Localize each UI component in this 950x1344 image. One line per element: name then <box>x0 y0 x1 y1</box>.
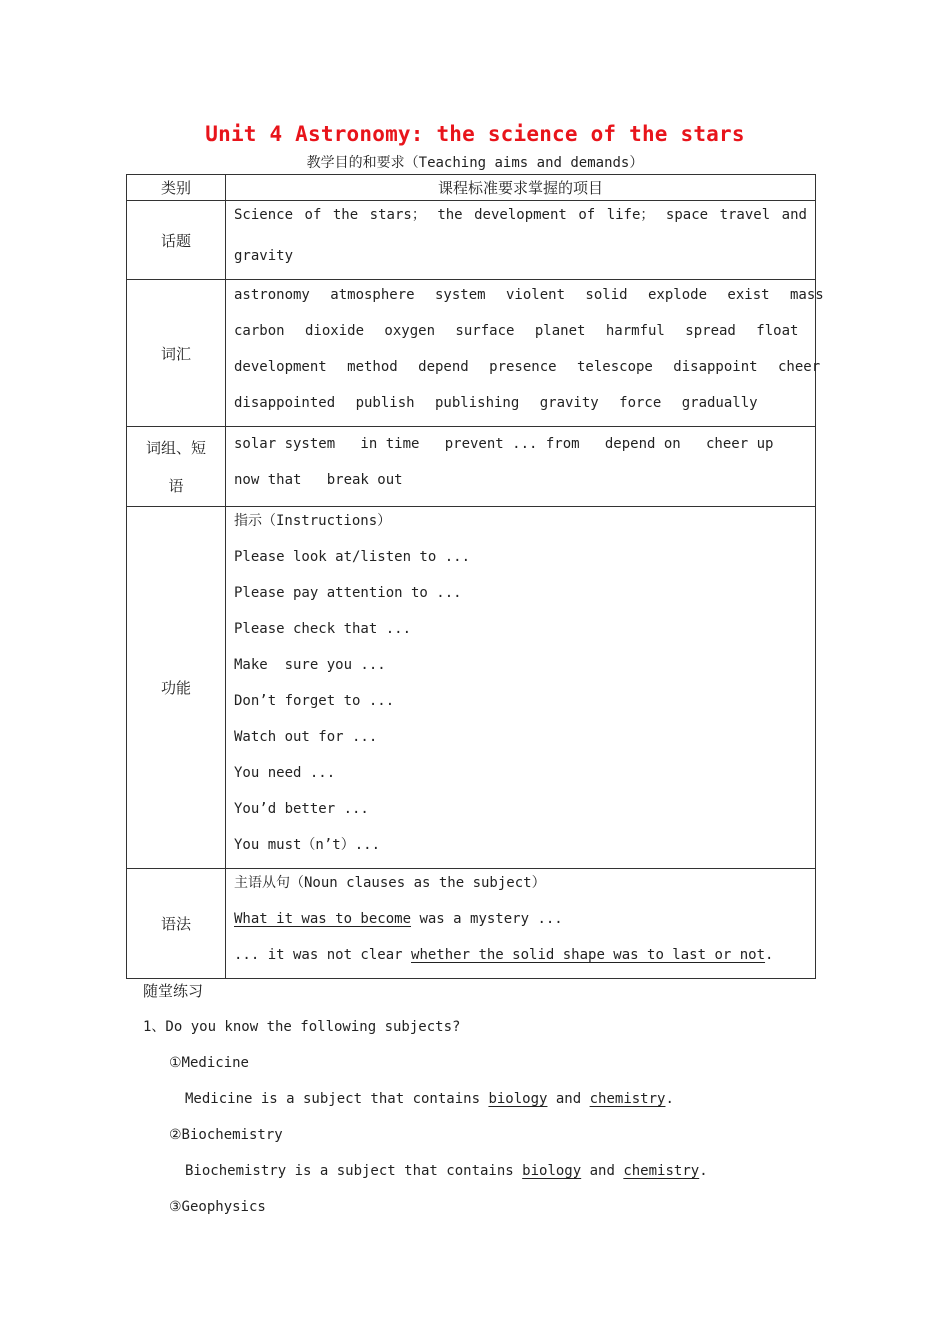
topic-line-1 <box>234 201 807 242</box>
function-line: Please look at/listen to ... <box>234 549 471 565</box>
topic-word: space <box>665 207 709 223</box>
practice-section <box>143 978 708 1230</box>
sentence-text: Biochemistry is a subject that contains <box>185 1163 523 1179</box>
cell-grammar <box>226 869 816 979</box>
grammar-line-3 <box>234 942 807 978</box>
cell-phrases <box>226 427 816 507</box>
function-line: Please check that ... <box>234 621 412 637</box>
label-grammar: 语法 <box>127 869 226 979</box>
function-line: 指示（Instructions） <box>234 513 392 529</box>
topic-word: and <box>781 207 807 223</box>
answer-blank: chemistry <box>623 1163 700 1179</box>
sentence-text: . <box>699 1163 708 1179</box>
label-phrases-line-2: 语 <box>168 476 184 495</box>
grammar-text: . <box>765 947 774 963</box>
phrases-line-1: solar system in time prevent ... from depend on cheer up <box>234 436 774 452</box>
grammar-underlined-clause: What it was to become <box>234 911 412 927</box>
sentence-text: Medicine is a subject that contains <box>185 1091 489 1107</box>
row-phrases <box>127 427 816 507</box>
topic-line-2: gravity <box>234 248 294 264</box>
answer-blank: chemistry <box>589 1091 666 1107</box>
topic-word: stars； <box>369 207 426 223</box>
row-grammar <box>127 869 816 979</box>
practice-heading: 随堂练习 <box>143 982 204 1000</box>
vocab-line-4: disappointed publish publishing gravity force gradually <box>234 395 758 411</box>
sentence-text: and <box>547 1091 590 1107</box>
topic-word: development <box>474 207 567 223</box>
function-line: Watch out for ... <box>234 729 378 745</box>
row-functions <box>127 507 816 869</box>
phrases-line-2: now that break out <box>234 472 403 488</box>
row-vocab <box>127 280 816 427</box>
label-functions: 功能 <box>127 507 226 869</box>
cell-vocab <box>226 280 824 427</box>
teaching-aims-table <box>126 174 824 979</box>
answer-blank: biology <box>488 1091 548 1107</box>
vocab-line-1: astronomy atmosphere system violent solid explode exist mass <box>234 287 824 303</box>
function-line: You’d better ... <box>234 801 369 817</box>
table-header-row <box>127 175 816 201</box>
label-phrases <box>127 427 226 507</box>
sentence-text: and <box>581 1163 624 1179</box>
topic-word: the <box>332 207 359 223</box>
vocab-line-3: development method depend presence telescope disappoint cheer <box>234 359 821 375</box>
function-line: Make sure you ... <box>234 657 386 673</box>
answer-blank: biology <box>522 1163 582 1179</box>
subject-name: ②Biochemistry <box>169 1127 283 1143</box>
label-vocab: 词汇 <box>127 280 226 427</box>
topic-word: the <box>437 207 463 223</box>
function-line: You need ... <box>234 765 336 781</box>
grammar-underlined-clause: whether the solid shape was to last or not <box>411 947 766 963</box>
label-topic: 话题 <box>127 201 226 280</box>
function-line: Don’t forget to ... <box>234 693 395 709</box>
subject-sentence <box>143 1158 708 1194</box>
topic-word: travel <box>719 207 771 223</box>
function-line: You must（n’t）... <box>234 837 381 853</box>
topic-word: of <box>578 207 596 223</box>
cell-topic <box>226 201 816 280</box>
subject-name: ③Geophysics <box>169 1199 266 1215</box>
subject-name: ①Medicine <box>169 1055 249 1071</box>
function-line: Please pay attention to ... <box>234 585 462 601</box>
grammar-line-2 <box>234 906 807 942</box>
grammar-text: was a mystery ... <box>411 911 563 927</box>
topic-word: life； <box>606 207 655 223</box>
header-category: 类别 <box>127 175 226 201</box>
subject-sentence <box>143 1086 708 1122</box>
row-topic <box>127 201 816 280</box>
header-items: 课程标准要求掌握的项目 <box>226 175 816 201</box>
page-subtitle: 教学目的和要求（Teaching aims and demands） <box>306 155 644 171</box>
question-1: 1、Do you know the following subjects? <box>143 1019 461 1035</box>
vocab-line-2: carbon dioxide oxygen surface planet harmful spread float <box>234 323 799 339</box>
sentence-text: . <box>665 1091 674 1107</box>
cell-functions <box>226 507 816 869</box>
page-title: Unit 4 Astronomy: the science of the stars <box>205 122 745 146</box>
label-phrases-line-1: 词组、短 <box>145 438 206 457</box>
topic-word: of <box>304 207 322 223</box>
topic-word: Science <box>234 207 294 223</box>
grammar-text: ... it was not clear <box>234 947 412 963</box>
grammar-line-1: 主语从句（Noun clauses as the subject） <box>234 875 546 891</box>
